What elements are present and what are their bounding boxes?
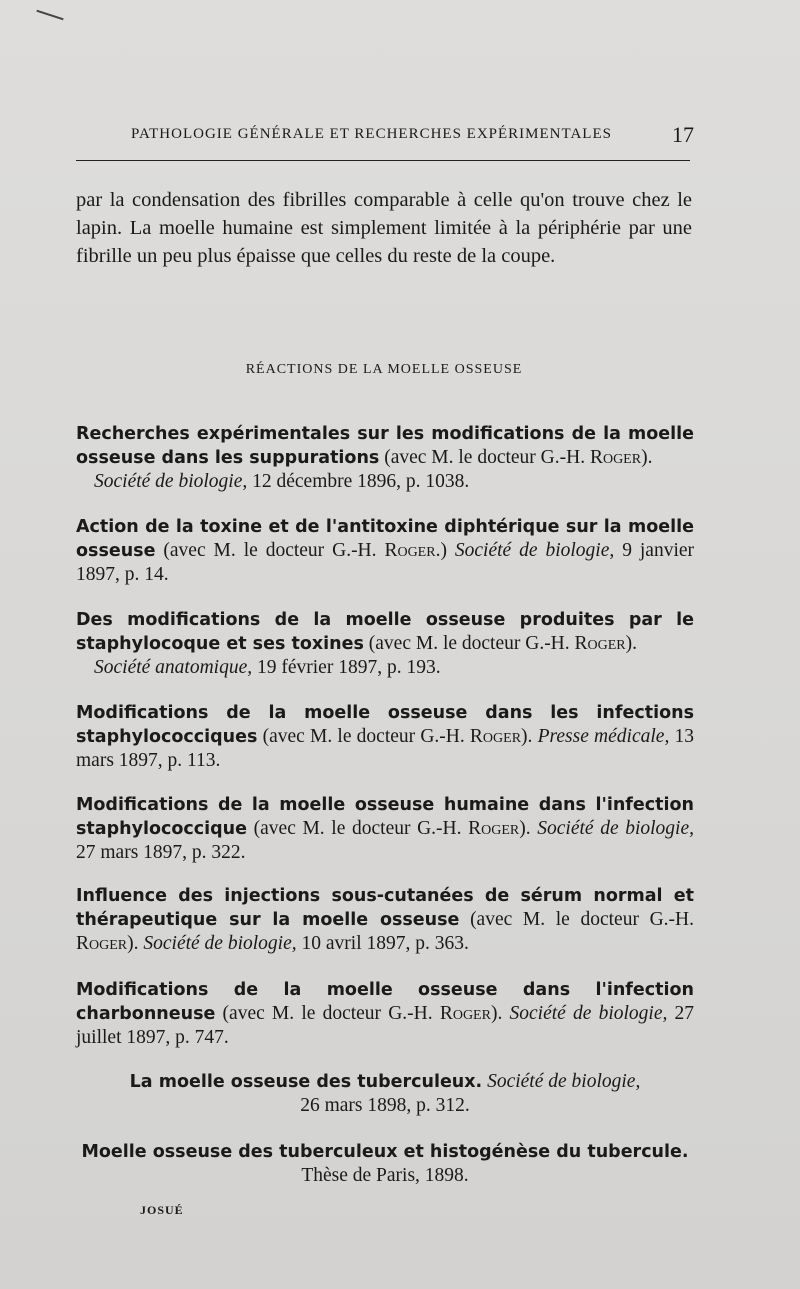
bibliography-entry [76, 515, 694, 587]
running-title: PATHOLOGIE GÉNÉRALE ET RECHERCHES EXPÉRIMENTALES [131, 126, 612, 142]
entry-title: Action de la toxine et de l'antitoxine diphtérique sur la moelle osseuse [76, 517, 694, 561]
entry-title: Moelle osseuse des tuberculeux et histogénèse du tubercule. [81, 1142, 689, 1162]
entry-journal: Société de biologie, [537, 818, 695, 839]
entry-author: Roger [76, 933, 128, 954]
intro-paragraph: par la condensation des fibrilles comparable à celle qu'on trouve chez le lapin. La moelle humaine est simplement limitée à la périphérie par une fibrille un peu plus épaisse que celles du reste de la coupe. [76, 189, 692, 267]
entry-title: Recherches expérimentales sur les modifications de la moelle osseuse dans les suppurations [76, 424, 694, 468]
bibliography-entry [76, 978, 694, 1050]
entry-title: Modifications de la moelle osseuse humaine dans l'infection staphylococcique [76, 795, 694, 839]
entry-journal: Société de biologie, [94, 471, 248, 492]
bibliography-entry [76, 884, 694, 956]
entry-title: Modifications de la moelle osseuse dans les infections staphylococciques [76, 703, 694, 747]
entry-title: La moelle osseuse des tuberculeux. [129, 1072, 483, 1092]
bibliography-entry [76, 1070, 694, 1118]
entry-collab-end: ). [625, 633, 638, 654]
entry-details: 19 février 1897, p. 193. [257, 657, 441, 678]
entry-collab-end: ). [521, 726, 533, 747]
entry-title: Influence des injections sous-cutanées de sérum normal et thérapeutique sur la moelle osseuse [76, 886, 694, 930]
entry-details: Thèse de Paris, 1898. [301, 1165, 469, 1186]
entry-collab-end: .) [435, 540, 447, 561]
entry-author: Roger [589, 447, 642, 468]
bibliography-entry [76, 701, 694, 773]
entry-collab-end: ). [641, 447, 653, 468]
entry-journal: Société de biologie, [143, 933, 297, 954]
margin-mark [36, 10, 63, 21]
entry-collab: (avec M. le docteur G.-H. [222, 1003, 433, 1024]
entry-collab-end: ). [127, 933, 139, 954]
entry-details: 27 mars 1897, p. 322. [76, 842, 246, 863]
section-title: RÉACTIONS DE LA MOELLE OSSEUSE [245, 362, 523, 377]
entry-title: Modifications de la moelle osseuse dans l'infection charbonneuse [76, 980, 694, 1024]
page-number: 17 [672, 122, 694, 147]
entry-journal: Société de biologie, [509, 1003, 668, 1024]
entry-journal: Société de biologie, [487, 1071, 641, 1092]
printer-signature: JOSUÉ [140, 1203, 184, 1217]
entry-details: 9 janvier 1897, p. 14. [76, 540, 695, 585]
bibliography-entry [76, 422, 694, 494]
entry-details: 10 avril 1897, p. 363. [301, 933, 469, 954]
entry-collab: (avec M. le docteur G.-H. [163, 540, 377, 561]
entry-author: Roger [574, 633, 626, 654]
entry-journal: Société anatomique, [94, 657, 253, 678]
entry-details: 26 mars 1898, p. 312. [300, 1095, 470, 1116]
entry-author: Roger [469, 726, 522, 747]
entry-author: Roger [439, 1003, 491, 1024]
entry-collab-end: ). [490, 1003, 503, 1024]
bibliography-entry [76, 1140, 694, 1188]
entry-details: 13 mars 1897, p. 113. [76, 726, 695, 771]
entry-author: Roger [468, 818, 520, 839]
entry-collab: (avec M. le docteur G.-H. [368, 633, 570, 654]
entry-journal: Presse médicale, [537, 726, 670, 747]
entry-journal: Société de biologie, [454, 540, 615, 561]
entry-title: Des modifications de la moelle osseuse produites par le staphylocoque et ses toxines [76, 610, 694, 654]
entry-collab: (avec M. le docteur G.-H. [262, 726, 465, 747]
entry-collab: (avec M. le docteur G.-H. [384, 447, 586, 468]
header-rule [76, 160, 690, 161]
entry-collab: (avec M. le docteur G.-H. [470, 909, 694, 930]
bibliography-entry [76, 793, 694, 865]
entry-collab: (avec M. le docteur G.-H. [253, 818, 462, 839]
bibliography-entry [76, 608, 694, 680]
entry-details: 27 juillet 1897, p. 747. [76, 1003, 695, 1048]
entry-details: 12 décembre 1896, p. 1038. [252, 471, 470, 492]
entry-author: Roger [384, 540, 436, 561]
entry-collab-end: ). [519, 818, 531, 839]
